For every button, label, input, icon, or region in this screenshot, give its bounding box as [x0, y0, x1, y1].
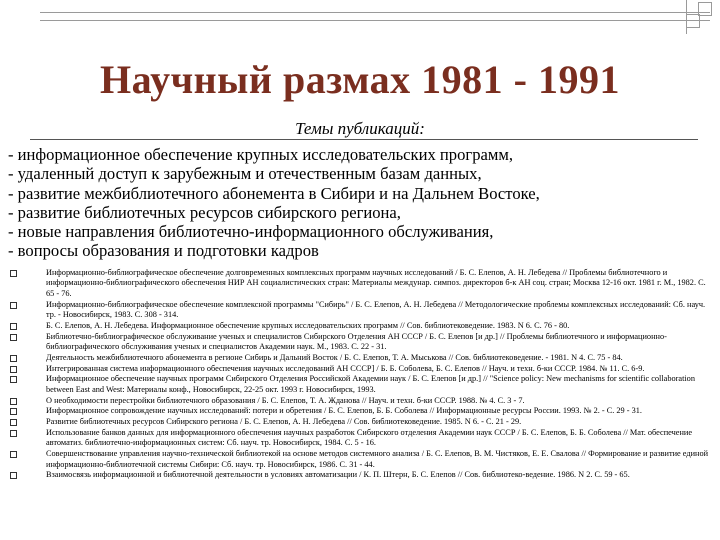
topics-list	[8, 145, 718, 261]
publication-text: Использование банков данных для информационного обеспечения научных разработок Сибирского отделения Академии наук СССР / Б. С. Елепов, Б. Б. Соболева // Мат. обеспечение автоматиз. библиотечно-информационных систем: Сб. науч. тр. Новосибирск, 1984. С. 5 - 16.	[46, 428, 693, 448]
publication-text: О необходимости перестройки библиотечного образования / Б. С. Елепов, Т. А. Жданова // Науч. и техн. б-ки СССР. 1988. № 4. С. 3 - 7.	[46, 395, 525, 405]
publication-item	[8, 470, 712, 480]
frame-line	[40, 20, 710, 21]
frame-square	[686, 14, 700, 28]
publication-item	[8, 428, 712, 449]
publication-text: Библиотечно-библиографическое обслуживание ученых и специалистов Сибирского Отделения АН СССР / Б. С. Елепов [и др.] // Проблемы библиотечного и информационно-библиографического обслуживания ученых и специалистов Академии наук. М., 1983. С. 22 - 31.	[46, 331, 667, 352]
square-bullet-icon	[10, 270, 17, 277]
square-bullet-icon	[10, 408, 17, 415]
square-bullet-icon	[10, 419, 17, 426]
publication-item	[8, 268, 712, 299]
publication-text: Информационное сопровождение научных исследований: потери и обретения / Б. С. Елепов, Б. Б. Соболева // Информационные ресурсы России. 1993. № 2. - С. 29 - 31.	[46, 406, 642, 416]
publication-item	[8, 353, 712, 363]
publication-item	[8, 417, 712, 427]
publication-item	[8, 374, 712, 395]
publication-text: Деятельность межбиблиотечного абонемента в регионе Сибирь и Дальний Восток / Б. С. Елепов, Т. А. Мыськова // Сов. библиотековедение. - 1981. N 4. С. 75 - 84.	[46, 352, 623, 362]
square-bullet-icon	[10, 376, 17, 383]
publication-text: Интегрированная система информационного обеспечения научных исследований АН СССР] / Б. Б. Соболева, Б. С. Елепов // Науч. и техн. б-ки СССР. 1984. № 11. С. 6-9.	[46, 363, 645, 373]
square-bullet-icon	[10, 302, 17, 309]
heading-divider	[30, 139, 698, 140]
publication-item	[8, 332, 712, 353]
square-bullet-icon	[10, 366, 17, 373]
slide-title: Научный размах 1981 - 1991	[99, 57, 620, 102]
frame-line	[40, 12, 710, 13]
publication-item	[8, 406, 712, 416]
publication-text: Информационное обеспечение научных программ Сибирского Отделения Российской Академии наук / Б. С. Елепов [и др.] // "Science policy: New mechanisms for scientific collaboration between East and West: Материалы конф., Новосибирск, 22-25 окт. 1993 г. Новосибирск, 1993.	[46, 374, 695, 394]
square-bullet-icon	[10, 451, 17, 458]
square-bullet-icon	[10, 398, 17, 405]
publication-text: Информационно-библиографическое обеспечение долговременных комплексных программ научных исследований / Б. С. Елепов, А. Н. Лебедева // Проблемы библиотечного и информационно-библиографического обеспечения НИР АН социалистических стран: Материалы междунар. симпоз. директоров б-к АН соц. стран; Москва 12-16 окт. 1981 г. М., 1982. С. 65 - 76.	[46, 268, 706, 298]
publication-text: Совершенствование управления научно-технической библиотекой на основе методов системного анализа / Б. С. Елепов, В. М. Чистяков, Е. Е. Свалова // Формирование и развитие единой информационно-библиотечной системы Сибири: Сб. науч. тр. Новосибирск, 1986. С. 31 - 44.	[46, 449, 709, 469]
topics-heading: Темы публикаций:	[295, 119, 425, 138]
topic-item: - развитие библиотечных ресурсов сибирского региона,	[8, 202, 401, 222]
square-bullet-icon	[10, 334, 17, 341]
topic-item: - удаленный доступ к зарубежным и отечественным базам данных,	[8, 164, 482, 184]
square-bullet-icon	[10, 430, 17, 437]
publication-text: Развитие библиотечных ресурсов Сибирского региона / Б. С. Елепов, А. Н. Лебедева // Сов. библиотековедение. 1985. N 6. - С. 21 - 29.	[46, 417, 522, 427]
topic-item: - развитие межбиблиотечного абонемента в Сибири и на Дальнем Востоке,	[8, 183, 540, 203]
square-bullet-icon	[10, 355, 17, 362]
topic-item: - информационное обеспечение крупных исследовательских программ,	[8, 145, 514, 164]
publication-text: Б. С. Елепов, А. Н. Лебедева. Информационное обеспечение крупных исследовательских программ // Сов. библиотековедение. 1983. N 6. С. 76 - 80.	[46, 320, 570, 330]
publication-item	[8, 449, 712, 470]
square-bullet-icon	[10, 472, 17, 479]
frame-square	[698, 2, 712, 16]
publication-item	[8, 321, 712, 331]
topic-item: - вопросы образования и подготовки кадров	[8, 241, 319, 261]
publication-text: Информационно-библиографическое обеспечение комплексной программы "Сибирь" / Б. С. Елепов, А. Н. Лебедева // Методологические проблемы комплексных исследований: Сб. науч. тр. - Новосибирск, 1983. С. 308 - 314.	[46, 299, 706, 320]
topic-item: - новые направления библиотечно-информационного обслуживания,	[8, 222, 494, 242]
decorative-frame	[0, 0, 720, 34]
publication-text: Взаимосвязь информационной и библиотечной деятельности в условиях автоматизации / К. П. Штерн, Б. С. Елепов // Сов. библиотеко-ведение. 1986. N 2. С. 59 - 65.	[46, 470, 630, 480]
square-bullet-icon	[10, 323, 17, 330]
publication-item	[8, 364, 712, 374]
publication-item	[8, 396, 712, 406]
publications-list	[8, 268, 712, 481]
publication-item	[8, 300, 712, 321]
